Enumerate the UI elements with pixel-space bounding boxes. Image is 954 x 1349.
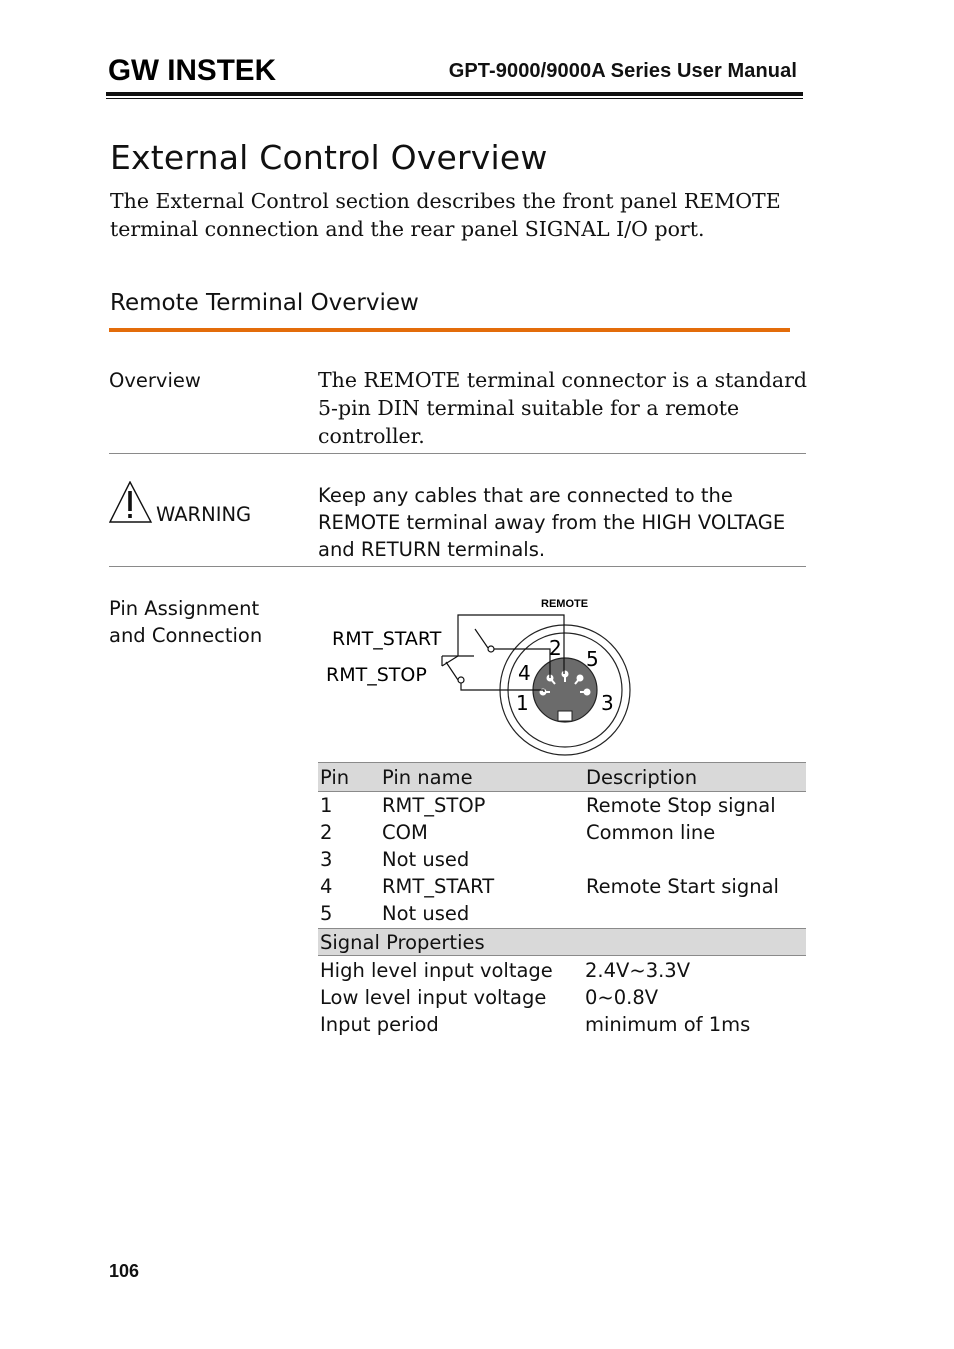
table-row [318,819,806,846]
signal-property-value: 2.4V~3.3V [585,959,691,982]
pin-table-header-description: Description [584,763,806,792]
pin-number-1: 1 [516,691,529,715]
pin-description-cell: Common line [586,821,716,844]
table-row [318,792,806,820]
brand-logo-text: GW INSTEK [108,54,277,84]
pin-cell: 3 [320,848,333,871]
section-title: External Control Overview [110,138,548,177]
pin-description-cell: Remote Start signal [586,875,779,898]
pin-cell: 5 [320,902,333,925]
pin-assignment-label-line1: Pin Assignment [109,597,260,620]
pin-table-header-pin: Pin [318,763,380,792]
pin-name-cell: Not used [382,902,470,925]
pin-table [318,762,806,927]
pin-number-4: 4 [518,661,531,685]
connector-label: REMOTE [541,598,589,610]
signal-property-row [320,984,806,1011]
section-intro: The External Control section describes the front panel REMOTE terminal connection and the rear panel SIGNAL I/O port. [110,189,781,241]
row-divider [109,453,806,454]
switch-stop-label: RMT_STOP [326,664,427,686]
signal-property-row [320,1011,806,1038]
signal-property-name: High level input voltage [320,959,553,982]
pin-number-3: 3 [601,691,614,715]
manual-title: GPT-9000/9000A Series User Manual [448,60,797,82]
pin-description-cell [584,900,806,927]
signal-property-name: Input period [320,1013,439,1036]
pin-assignment-label-line2: and Connection [109,624,263,647]
warning-text: Keep any cables that are connected to the REMOTE terminal away from the HIGH VOLTAGE and RETURN terminals. [318,484,786,561]
remote-connector-diagram [318,590,648,762]
overview-label: Overview [109,369,201,392]
signal-properties-header: Signal Properties [318,928,806,956]
warning-label: WARNING [156,503,252,526]
page-number: 106 [109,1261,140,1281]
pin-cell: 4 [320,875,333,898]
signal-property-name: Low level input voltage [320,986,547,1009]
pin-name-cell: RMT_STOP [382,794,486,817]
header-rule-thick [106,92,803,96]
header-rule-thin [106,98,803,99]
table-row [318,846,806,873]
table-row [318,873,806,900]
signal-property-value: 0~0.8V [585,986,659,1009]
pin-description-cell [584,846,806,873]
switch-start-label: RMT_START [332,628,442,650]
pin-name-cell: RMT_START [382,875,495,898]
subsection-title: Remote Terminal Overview [110,290,419,316]
pin-number-2: 2 [549,636,562,660]
warning-triangle-icon [109,481,153,523]
pin-table-header-row [318,763,806,792]
pin-cell: 2 [320,821,333,844]
pin-number-5: 5 [586,647,599,671]
signal-property-row [320,957,806,984]
subsection-accent-rule [109,328,790,332]
table-row [318,900,806,927]
pin-table-header-name: Pin name [380,763,584,792]
connector-key [558,711,572,721]
pin-name-cell: Not used [382,848,470,871]
pin-description-cell: Remote Stop signal [586,794,776,817]
brand-logo [108,54,278,84]
signal-property-value: minimum of 1ms [585,1013,751,1036]
pin-name-cell: COM [382,821,428,844]
pin-cell: 1 [320,794,333,817]
row-divider [109,566,806,567]
overview-text: The REMOTE terminal connector is a standard 5-pin DIN terminal suitable for a remote controller. [318,368,808,448]
